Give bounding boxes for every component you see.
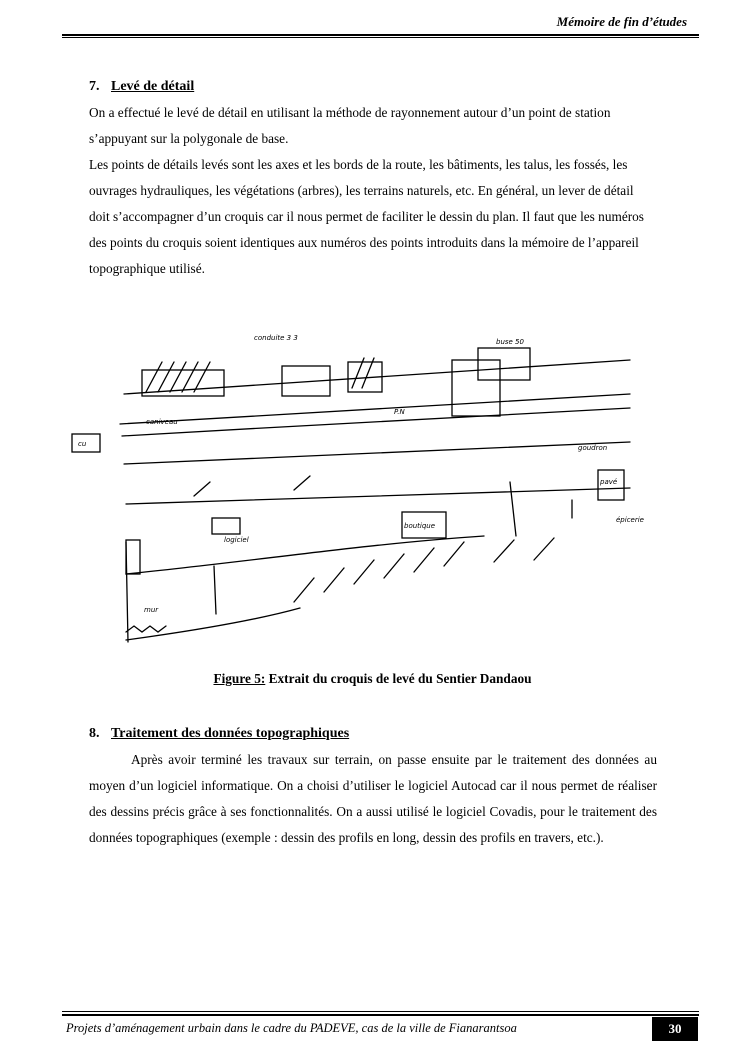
footer-rule-thin <box>62 1011 699 1012</box>
sketch-label-pn: P.N <box>394 408 405 416</box>
section-7-number: 7. <box>89 79 100 94</box>
section-8-number: 8. <box>89 726 100 741</box>
header-rule-thin <box>62 37 699 38</box>
figure-caption <box>0 671 745 687</box>
sketch-label-mur: mur <box>144 606 159 614</box>
running-footer: Projets d’aménagement urbain dans le cadre du PADEVE, cas de la ville de Fianarantsoa <box>66 1021 517 1035</box>
section-7-title: Levé de détail <box>111 79 195 94</box>
running-header: Mémoire de fin d’études <box>556 14 687 29</box>
section-7-heading <box>89 79 194 95</box>
sketch-label-caniveau: caniveau <box>146 418 178 426</box>
section-8-title: Traitement des données topographiques <box>111 726 350 741</box>
sketch-label-goudron: goudron <box>578 444 608 452</box>
sketch-label-boutique: boutique <box>404 522 436 530</box>
sketch-label-logiciel: logiciel <box>224 536 249 544</box>
sketch-label-cu: cu <box>78 440 87 448</box>
sketch-label-pave: pavé <box>600 478 618 486</box>
field-sketch-figure <box>64 322 644 664</box>
section-7-paragraph-1: On a effectué le levé de détail en utilisant la méthode de rayonnement autour d’un point de station s’appuyant sur la polygonale de base. <box>89 105 611 146</box>
figure-label: Figure 5: <box>213 671 266 686</box>
sketch-label-buse: buse 50 <box>496 338 524 346</box>
section-8-paragraph-1: Après avoir terminé les travaux sur terrain, on passe ensuite par le traitement des données au moyen d’un logiciel informatique. On a choisi d’utiliser le logiciel Autocad car il nous permet de réaliser des dessins précis grâce à ses fonctionnalités. On a aussi utilisé le logiciel Covadis, pour le traitement des données topographiques (exemple : dessin des profils en long, dessin des profils en travers, etc.). <box>89 752 657 845</box>
sketch-label-epicerie: épicerie <box>616 516 644 524</box>
section-8-body <box>89 747 657 851</box>
sketch-label-conduite: conduite 3 3 <box>254 334 298 342</box>
section-7-body <box>89 100 657 282</box>
section-8-heading <box>89 726 349 742</box>
footer-rule <box>62 1014 699 1016</box>
figure-caption-text: Extrait du croquis de levé du Sentier Dandaou <box>268 671 532 686</box>
page-number: 30 <box>652 1017 698 1041</box>
header-rule <box>62 34 699 36</box>
section-7-paragraph-2: Les points de détails levés sont les axes et les bords de la route, les bâtiments, les talus, les fossés, les ouvrages hydrauliques, les végétations (arbres), les terrains naturels, etc. En général, un lever de détail doit s’accompagner d’un croquis car il nous permet de faciliter le dessin du plan. Il faut que les numéros des points du croquis soient identiques aux numéros des points introduits dans la mémoire de l’appareil topographique utilisé. <box>89 157 644 276</box>
